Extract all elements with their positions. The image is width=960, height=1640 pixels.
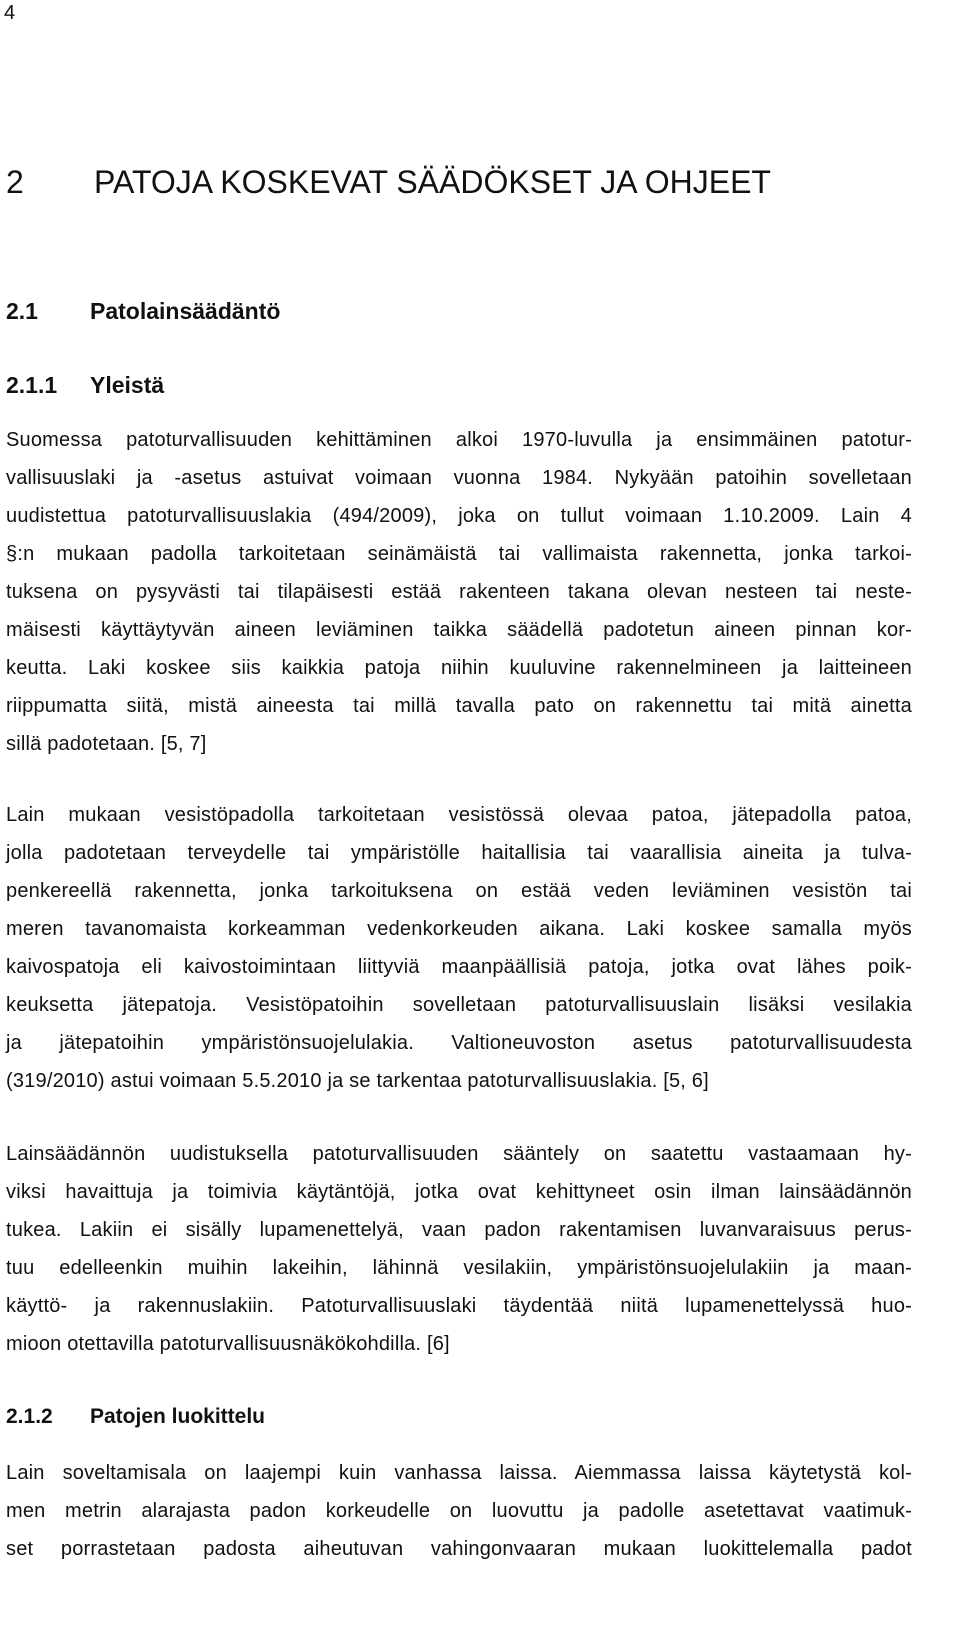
paragraph-line: kaivospatoja eli kaivostoimintaan liittyviä maanpäällisiä patoja, jotka ovat lähes poik- xyxy=(6,956,912,978)
paragraph-line: riippumatta siitä, mistä aineesta tai millä tavalla pato on rakennettu tai mitä ainetta xyxy=(6,695,912,717)
section-title: Patolainsäädäntö xyxy=(90,298,281,324)
paragraph-3 xyxy=(6,1135,912,1363)
paragraph-line: (319/2010) astui voimaan 5.5.2010 ja se tarkentaa patoturvallisuuslakia. [5, 6] xyxy=(6,1070,709,1092)
subsection-heading-luokittelu xyxy=(6,1405,265,1429)
paragraph-line: §:n mukaan padolla tarkoitetaan seinämäistä tai vallimaista rakennetta, jonka tarkoi- xyxy=(6,543,912,565)
paragraph-2 xyxy=(6,796,912,1100)
paragraph-line: men metrin alarajasta padon korkeudelle on luovuttu ja padolle asetettavat vaatimuk- xyxy=(6,1500,912,1522)
paragraph-line: Lain soveltamisala on laajempi kuin vanhassa laissa. Aiemmassa laissa käytetystä kol- xyxy=(6,1462,912,1484)
paragraph-line: keuksetta jätepatoja. Vesistöpatoihin sovelletaan patoturvallisuuslain lisäksi vesilakia xyxy=(6,994,912,1016)
paragraph-line: mäisesti käyttäytyvän aineen leviäminen taikka säädellä padotetun aineen pinnan kor- xyxy=(6,619,912,641)
section-heading xyxy=(6,298,280,325)
subsection-number: 2.1.2 xyxy=(6,1405,53,1428)
paragraph-line: keutta. Laki koskee siis kaikkia patoja niihin kuuluvine rakennelmineen ja laitteineen xyxy=(6,657,912,679)
paragraph-line: Lainsäädännön uudistuksella patoturvallisuuden sääntely on saatettu vastaamaan hy- xyxy=(6,1143,912,1165)
chapter-heading xyxy=(6,164,771,201)
subsection-number: 2.1.1 xyxy=(6,372,58,398)
paragraph-line: set porrastetaan padosta aiheutuvan vahingonvaaran mukaan luokittelemalla padot xyxy=(6,1538,912,1560)
subsection-title: Patojen luokittelu xyxy=(90,1405,266,1428)
section-number: 2.1 xyxy=(6,298,38,324)
paragraph-line: mioon otettavilla patoturvallisuusnäkökohdilla. [6] xyxy=(6,1333,450,1355)
paragraph-line: Lain mukaan vesistöpadolla tarkoitetaan vesistössä olevaa patoa, jätepadolla patoa, xyxy=(6,804,912,826)
paragraph-4 xyxy=(6,1454,912,1568)
paragraph-line: meren tavanomaista korkeamman vedenkorkeuden aikana. Laki koskee samalla myös xyxy=(6,918,912,940)
paragraph-line: tukea. Lakiin ei sisälly lupamenettelyä, vaan padon rakentamisen luvanvaraisuus perus- xyxy=(6,1219,912,1241)
paragraph-line: uudistettua patoturvallisuuslakia (494/2009), joka on tullut voimaan 1.10.2009. Lain 4 xyxy=(6,505,912,527)
paragraph-line: tuu edelleenkin muihin lakeihin, lähinnä vesilakiin, ympäristönsuojelulakiin ja maan- xyxy=(6,1257,912,1279)
chapter-number: 2 xyxy=(6,164,24,200)
paragraph-line: vallisuuslaki ja -asetus astuivat voimaan vuonna 1984. Nykyään patoihin sovelletaan xyxy=(6,467,912,489)
paragraph-line: jolla padotetaan terveydelle tai ympäristölle haitallisia tai vaarallisia aineita ja tulva- xyxy=(6,842,912,864)
paragraph-line: ja jätepatoihin ympäristönsuojelulakia. Valtioneuvoston asetus patoturvallisuudesta xyxy=(6,1032,912,1054)
paragraph-1 xyxy=(6,421,912,763)
subsection-title: Yleistä xyxy=(90,372,165,398)
paragraph-line: tuksena on pysyvästi tai tilapäisesti estää rakenteen takana olevan nesteen tai neste- xyxy=(6,581,912,603)
paragraph-line: viksi havaittuja ja toimivia käytäntöjä, jotka ovat kehittyneet osin ilman lainsäädännön xyxy=(6,1181,912,1203)
paragraph-line: sillä padotetaan. [5, 7] xyxy=(6,733,207,755)
paragraph-line: Suomessa patoturvallisuuden kehittäminen alkoi 1970-luvulla ja ensimmäinen patotur- xyxy=(6,429,912,451)
page-number: 4 xyxy=(4,2,16,24)
chapter-title: PATOJA KOSKEVAT SÄÄDÖKSET JA OHJEET xyxy=(94,164,771,200)
paragraph-line: käyttö- ja rakennuslakiin. Patoturvallisuuslaki täydentää niitä lupamenettelyssä huo- xyxy=(6,1295,912,1317)
subsection-heading-yleista xyxy=(6,372,164,399)
paragraph-line: penkereellä rakennetta, jonka tarkoituksena on estää veden leviäminen vesistön tai xyxy=(6,880,912,902)
